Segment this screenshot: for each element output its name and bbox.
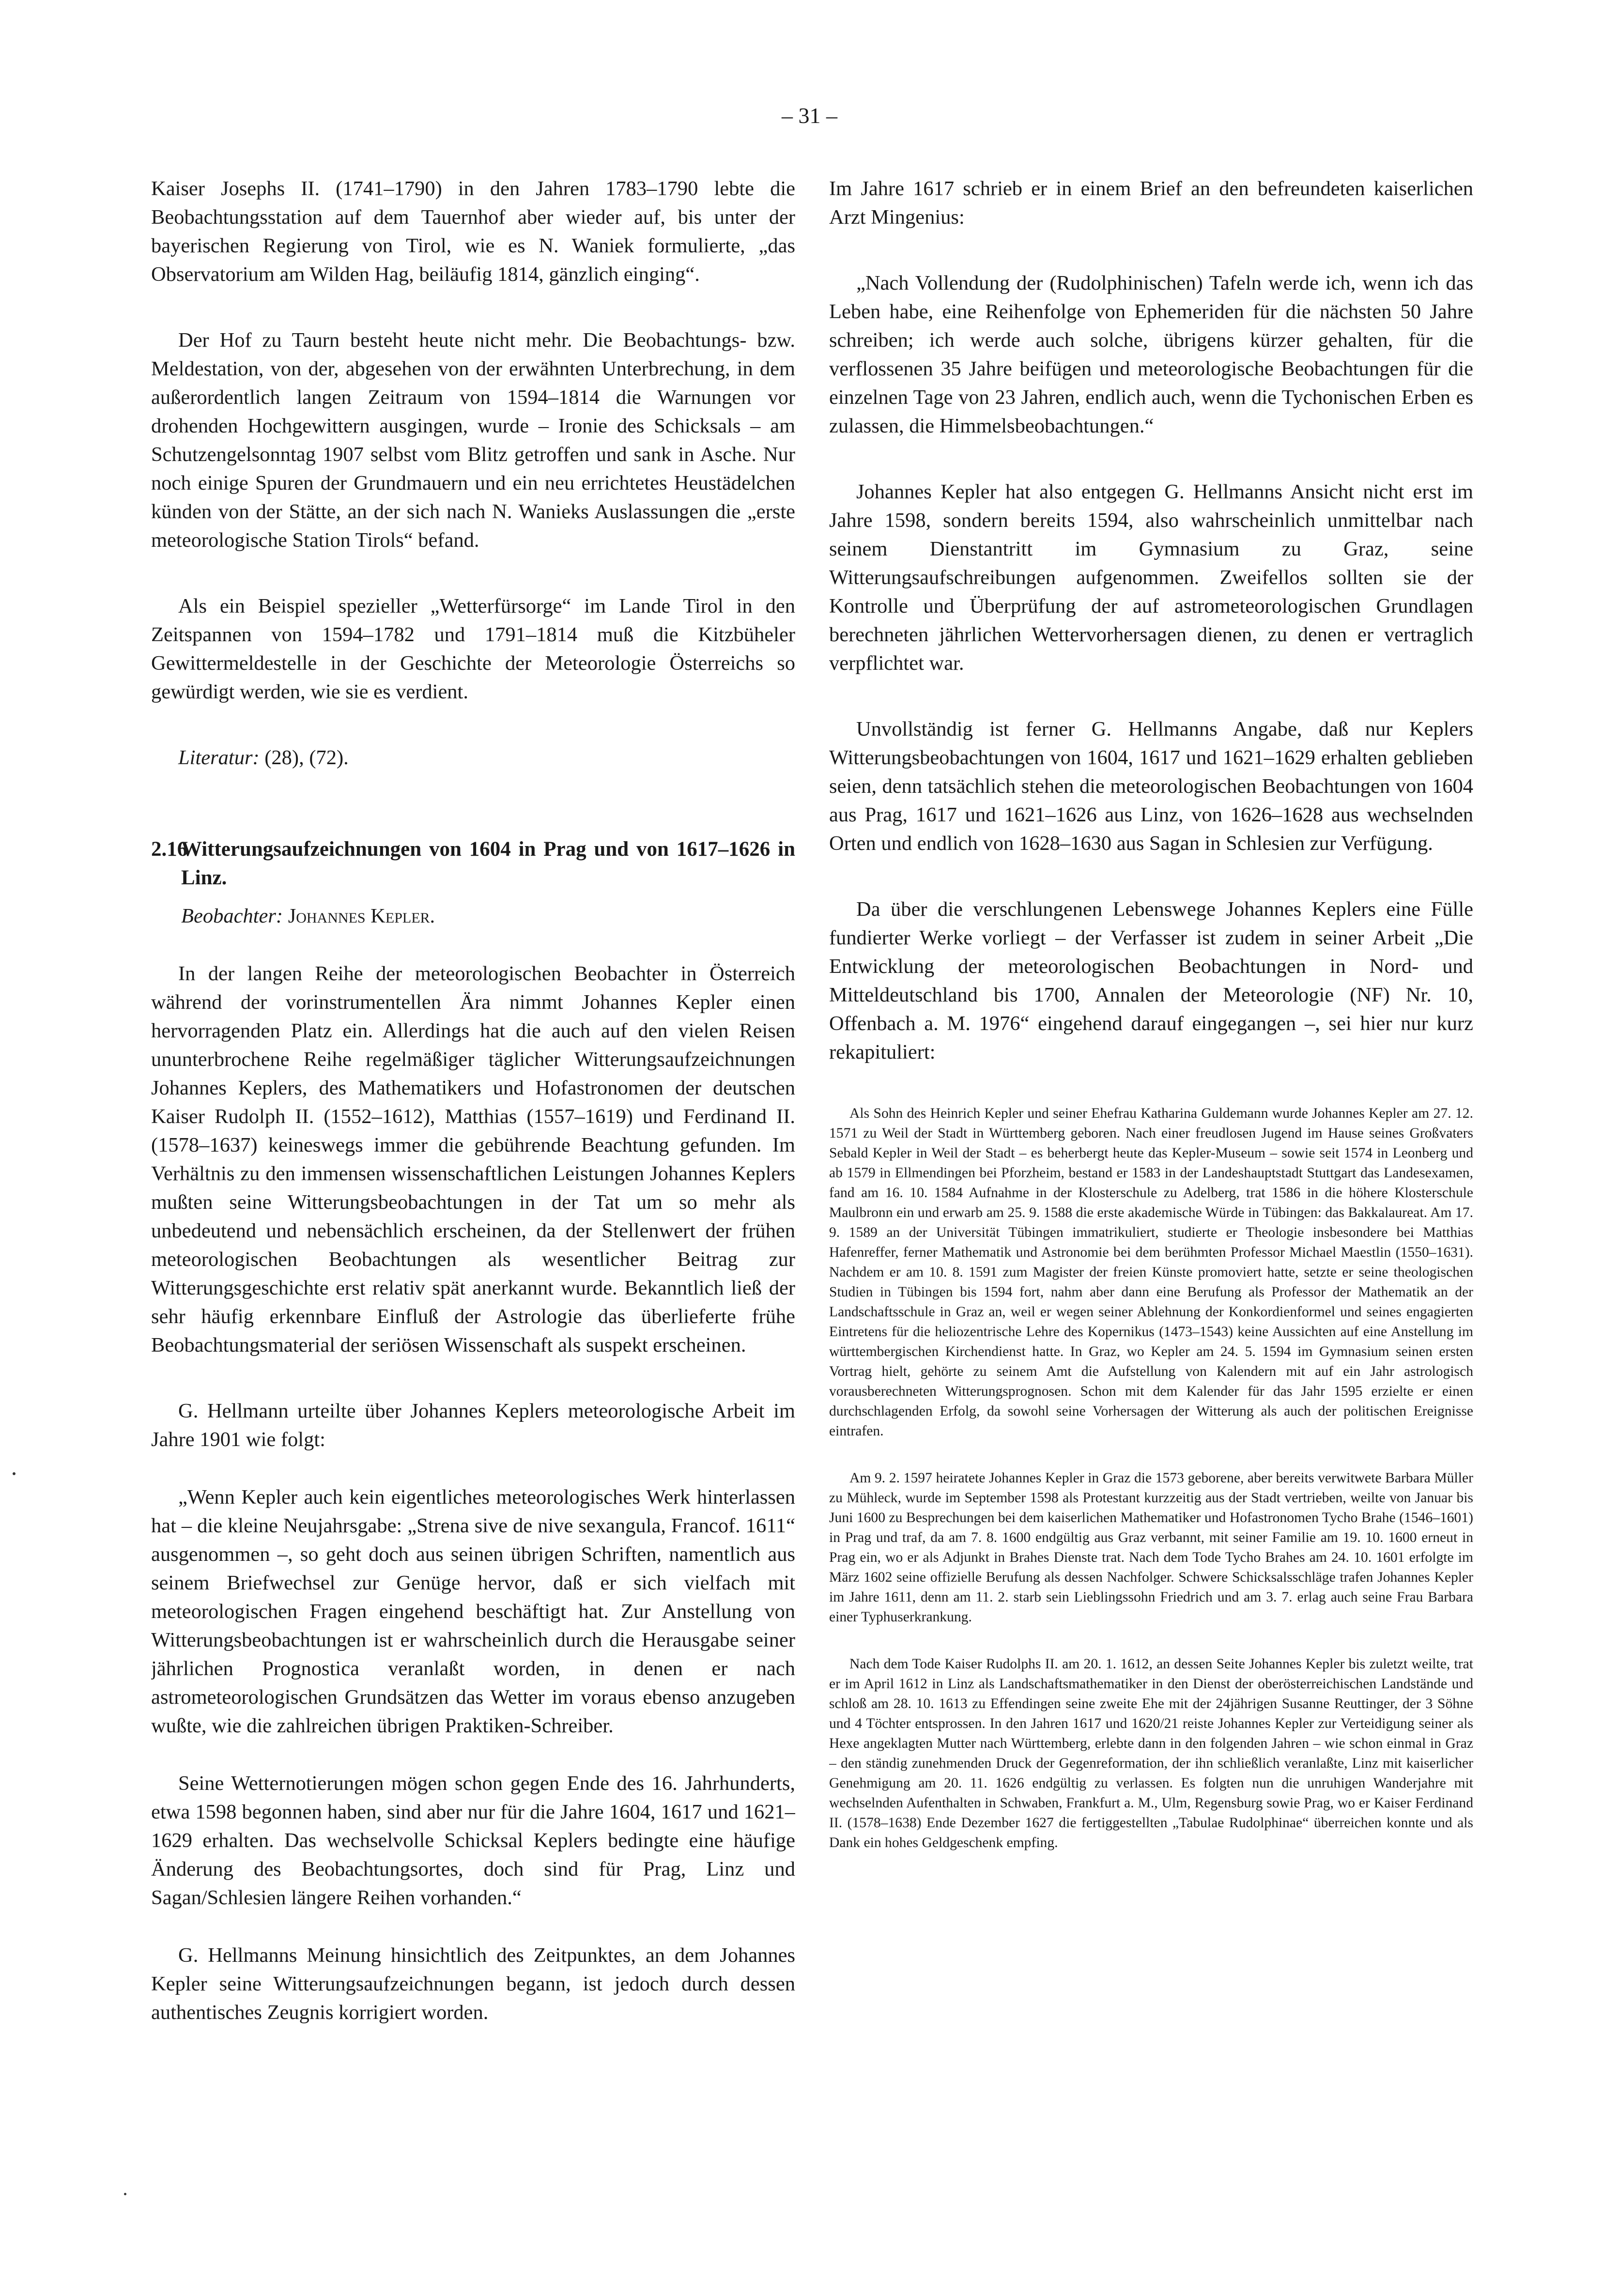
left-column [151,174,795,2247]
paragraph-kepler-1594: Johannes Kepler hat also entgegen G. Hellmanns Ansicht nicht erst im Jahre 1598, sondern bereits 1594, also wahrscheinlich unmittelbar nach seinem Dienstantritt im Gymnasium zu Graz, seine Witterungsaufschreibungen aufgenommen. Zweifellos sollten sie der Kontrolle und Überprüfung der auf astrometeorologischen Grundlagen berechneten jährlichen Wettervorhersagen dienen, zu denen er vertraglich verpflichtet war. [829,480,1473,675]
scan-speck-mark [124,2193,126,2195]
literature-refs: (28), (72). [259,746,349,769]
paragraph-brief-mingenius: Im Jahre 1617 schrieb er in einem Brief an den befreundeten kaiserlichen Arzt Mingenius: [829,177,1473,229]
paragraph-wetterfuersorge: Als ein Beispiel spezieller „Wetterfürsorge“ im Lande Tirol in den Zeitspannen von 1594–1782 und 1791–1814 muß die Kitzbüheler Gewittermeldestelle in der Geschichte der Meteorologie Österreichs so gewürdigt werden, wie sie es verdient. [151,595,795,703]
literature-reference [151,743,795,772]
paragraph-lebenswege: Da über die verschlungenen Lebenswege Johannes Keplers eine Fülle fundierter Werke vorliegt – der Verfasser ist zudem in seiner Arbeit „Die Entwicklung der meteorologischen Beobachtungen in Nord- und Mitteldeutschland bis 1700, Annalen der Meteorologie (NF) Nr. 10, Offenbach a. M. 1976“ eingehend darauf eingegangen –, sei hier nur kurz rekapituliert: [829,898,1473,1063]
observer-name: Johannes Kepler. [283,905,435,927]
right-column [829,174,1473,2247]
biography-paragraph-1: Als Sohn des Heinrich Kepler und seiner Ehefrau Katharina Guldemann wurde Johannes Kepler am 27. 12. 1571 zu Weil der Stadt in Württemberg geboren. Nach einer freudlosen Jugend im Hause seines Großvaters Sebald Kepler in Weil der Stadt – es beherbergt heute das Kepler-Museum – sowie seit 1574 in Leonberg und ab 1579 in Ellmendingen bei Pforzheim, bestand er 1583 in der Landeshauptstadt Stuttgart das Landesexamen, fand am 16. 10. 1584 Aufnahme in der Klosterschule zu Adelberg, trat 1586 in die höhere Klosterschule Maulbronn ein und erwarb am 25. 9. 1588 die erste akademische Würde in Tübingen: das Bakkalaureat. Am 17. 9. 1589 an der Universität Tübingen immatrikuliert, studierte er Theologie insbesondere bei Matthias Hafenreffer, ferner Mathematik und Astronomie bei dem berühmten Professor Michael Maestlin (1550–1631). Nachdem er am 10. 8. 1591 zum Magister der freien Künste promoviert hatte, setzte er seine theologischen Studien in Tübingen bis 1594 fort, nahm aber dann eine Berufung als Professor der Mathematik an der Landschaftsschule in Graz an, weil er wegen seiner Ablehnung der Konkordienformel und seines engagierten Eintretens für die heliozentrische Lehre des Kopernikus (1473–1543) keine Aussichten auf eine Anstellung im württembergischen Kirchendienst hatte. In Graz, wo Kepler am 24. 5. 1594 im Gymnasium seinen ersten Vortrag hielt, gehörte zu seinem Amt die Aufstellung von Kalendern mit auf ein Jahr astrologisch vorausberechneten Witterungsprognosen. Schon mit dem Kalender für das Jahr 1595 erzielte er einen durchschlagenden Erfolg, da sowohl seine Vorhersagen der Witterung als auch der politischen Ereignisse eintrafen. [829,1106,1473,1439]
biography-paragraph-2: Am 9. 2. 1597 heiratete Johannes Kepler in Graz die 1573 geborene, aber bereits verwitwete Barbara Müller zu Mühleck, wurde im September 1598 als Protestant kurzzeitig aus der Stadt vertrieben, weilte von Januar bis Juni 1600 zu Besprechungen bei dem kaiserlichen Mathematiker und Hofastronomen Tycho Brahe (1546–1601) in Prag und traf, da am 7. 8. 1600 endgültig aus Graz verbannt, mit seiner Familie am 19. 10. 1600 erneut in Prag ein, wo er als Adjunkt in Brahes Dienste trat. Nach dem Tode Tycho Brahes am 24. 10. 1601 erfolgte im März 1602 seine offizielle Berufung als dessen Nachfolger. Schwere Schicksalsschläge trafen Johannes Kepler im Jahre 1611, denn am 11. 2. starb sein Lieblingssohn Friedrich und am 3. 7. erlag auch seine Frau Barbara einer Typhuserkrankung. [829,1470,1473,1625]
literature-label: Literatur: [178,746,260,769]
page-number: – 31 – [782,103,837,128]
quote-hellmann-2: Seine Wetternotierungen mögen schon gegen Ende des 16. Jahrhunderts, etwa 1598 begonnen haben, sind aber nur für die Jahre 1604, 1617 und 1621–1629 erhalten. Das wechselvolle Schicksal Keplers bedingte eine häufige Änderung des Beobachtungsortes, doch sind für Prag, Linz und Sagan/Schlesien längere Reihen vorhanden.“ [151,1772,795,1909]
quote-kepler-letter: „Nach Vollendung der (Rudolphinischen) Tafeln werde ich, wenn ich das Leben habe, eine Reihenfolge von Ephemeriden für die nächsten 50 Jahre schreiben; ich werde auch solche, übrigens kürzer gehalten, für die verflossenen 35 Jahre beifügen und meteorologische Beobachtungen für die einzelnen Tage von 23 Jahren, endlich auch, wenn die Tychonischen Erben es zulassen, die Himmelsbeobachtungen.“ [829,272,1473,437]
paragraph-kepler-intro: In der langen Reihe der meteorologischen Beobachter in Österreich während der vorinstrumentellen Ära nimmt Johannes Kepler einen hervorragenden Platz ein. Allerdings hat die auch auf den vielen Reisen ununterbrochene Reihe regelmäßiger täglicher Witterungsaufzeichnungen Johannes Keplers, des Mathematikers und Hofastronomen der deutschen Kaiser Rudolph II. (1552–1612), Matthias (1557–1619) und Ferdinand II. (1578–1637) keineswegs immer die gebührende Beachtung gefunden. Im Verhältnis zu den immensen wissenschaftlichen Leistungen Johannes Keplers mußten seine Witterungsbeobachtungen in der Tat um so mehr als unbedeutend und nebensächlich erscheinen, da der Stellenwert der frühen meteorologischen Beobachtungen als wesentlicher Beitrag zur Witterungsgeschichte erst relativ spät anerkannt wurde. Bekanntlich ließ der sehr häufig erkennbare Einfluß der Astrologie das überlieferte frühe Beobachtungsmaterial der seriösen Wissenschaft als suspekt erscheinen. [151,962,795,1356]
observer-label: Beobachter: [181,905,283,927]
paragraph-josephs: Kaiser Josephs II. (1741–1790) in den Jahren 1783–1790 lebte die Beobachtungsstation auf dem Tauernhof aber wieder auf, bis unter der bayerischen Regierung von Tirol, wie es N. Waniek formulierte, „das Observatorium am Wilden Hag, beiläufig 1814, gänzlich einging“. [151,177,795,286]
paragraph-hellmann-angabe: Unvollständig ist ferner G. Hellmanns Angabe, daß nur Keplers Witterungsbeobachtungen von 1604, 1617 und 1621–1629 erhalten geblieben seien, denn tatsächlich stehen die meteorologischen Beobachtungen von 1604 aus Prag, 1617 und 1621–1626 aus Linz, von 1626–1628 aus wechselnden Orten und endlich von 1628–1630 aus Sagan in Schlesien zur Verfügung. [829,718,1473,855]
observer-line [181,902,795,930]
paragraph-hellmann-intro: G. Hellmann urteilte über Johannes Keplers meteorologische Arbeit im Jahre 1901 wie folgt: [151,1400,795,1451]
section-title: Witterungsaufzeichnungen von 1604 in Prag und von 1617–1626 in Linz. [181,838,795,889]
section-heading [151,835,795,892]
quote-hellmann-1: „Wenn Kepler auch kein eigentliches meteorologisches Werk hinterlassen hat – die kleine Neujahrsgabe: „Strena sive de nive sexangula, Francof. 1611“ ausgenommen –, so geht doch aus seinen übrigen Schriften, namentlich aus seinem Briefwechsel zur Genüge hervor, daß er sich vielfach mit meteorologischen Fragen eingehend beschäftigt hat. Zur Anstellung von Witterungsbeobachtungen ist er wahrscheinlich durch die Herausgabe seiner jährlichen Prognostica veranlaßt worden, in denen er nach astrometeorologischen Grundsätzen das Wetter im voraus ebenso anzugeben wußte, wie die zahlreichen übrigen Praktiken-Schreiber. [151,1486,795,1737]
scan-speck-mark [13,1472,15,1475]
section-number: 2.16 [151,838,188,861]
paragraph-hof-taurn: Der Hof zu Taurn besteht heute nicht mehr. Die Beobachtungs- bzw. Meldestation, von der, abgesehen von der erwähnten Unterbrechung, in dem außerordentlich langen Zeitraum von 1594–1814 die Warnungen vor drohenden Hochgewittern ausgingen, wurde – Ironie des Schicksals – am Schutzengelsonntag 1907 selbst vom Blitz getroffen und sank in Asche. Nur noch einige Spuren der Grundmauern und ein neu errichtetes Heustädelchen künden von der Stätte, an der sich nach N. Wanieks Auslassungen die „erste meteorologische Station Tirols“ befand. [151,329,795,552]
biography-paragraph-3: Nach dem Tode Kaiser Rudolphs II. am 20. 1. 1612, an dessen Seite Johannes Kepler bis zuletzt weilte, trat er im April 1612 in Linz als Landschaftsmathematiker in den Dienst der oberösterreichischen Landstände und schloß am 28. 10. 1613 zu Effendingen seine zweite Ehe mit der 24jährigen Susanne Reuttinger, der 3 Söhne und 4 Töchter entsprossen. In den Jahren 1617 und 1620/21 reiste Johannes Kepler zur Verteidigung seiner als Hexe angeklagten Mutter nach Württemberg, erlebte dann in den folgenden Jahren – wie schon einmal in Graz – den ständig zunehmenden Druck der Gegenreformation, der ihn schließlich veranlaßte, Linz mit kaiserlicher Genehmigung am 20. 11. 1626 endgültig zu verlassen. Es folgten nun die unruhigen Wanderjahre mit wechselnden Aufenthalten in Schwaben, Frankfurt a. M., Ulm, Regensburg sowie Prag, wo er Kaiser Ferdinand II. (1578–1638) Ende Dezember 1627 die fertiggestellten „Tabulae Rudolphinae“ überreichen konnte und als Dank ein hohes Geldgeschenk empfing. [829,1656,1473,1850]
paragraph-hellmann-meinung: G. Hellmanns Meinung hinsichtlich des Zeitpunktes, an dem Johannes Kepler seine Witterungsaufzeichnungen begann, ist jedoch durch dessen authentisches Zeugnis korrigiert worden. [151,1944,795,2024]
